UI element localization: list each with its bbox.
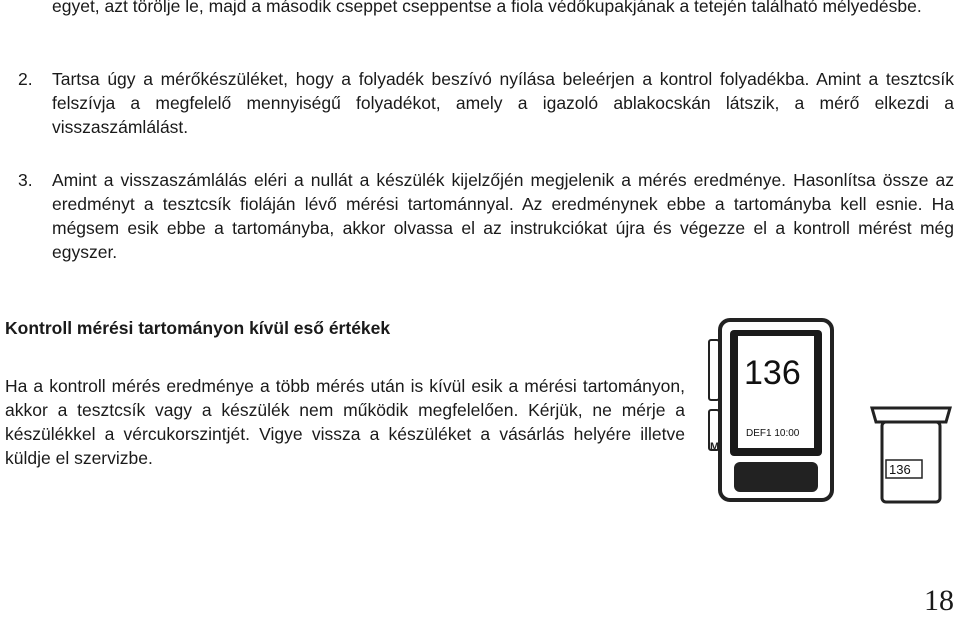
step-text: Tartsa úgy a mérőkészüléket, hogy a folyadék beszívó nyílása beleérjen a kontrol folyadékba. Amint a tesztcsík felszívja a megfelelő mennyiségű folyadékot, amely a igazoló ablakocskán látszik, a mérő elkezdi a visszaszámlálást. [52,69,954,137]
section-heading: Kontroll mérési tartományon kívül eső értékek [5,318,391,338]
step-text: Amint a visszaszámlálás eléri a nullát a készülék kijelzőjén megjelenik a mérés eredménye. Hasonlítsa össze az eredményt a tesztcsík fioláján lévő mérési tartománnyal. Az eredménynek ebbe a tartományba kell esnie. Ha mégsem esik ebbe a tartományba, akkor olvassa el az instrukciókat újra és végezze el a kontroll mérést még egyszer. [52,170,954,262]
test-strip-vial [872,408,950,502]
vial-reading: 136 [889,462,911,477]
meter-sub-label: DEF1 10:00 [746,428,800,439]
step-number: 2. [18,69,33,89]
page-number: 18 [924,584,954,617]
meter-reading: 136 [744,354,801,392]
intro-paragraph: egyet, azt törölje le, majd a második cseppet cseppentse a fiola védőkupakjának a tetején található mélyedésbe. [52,0,922,16]
meter-and-vial-illustration [700,300,960,520]
step-number: 3. [18,170,33,190]
glucose-meter [709,320,832,500]
meter-button-label: M [710,441,720,453]
section-paragraph: Ha a kontroll mérés eredménye a több mérés után is kívül esik a mérési tartományon, akkor a tesztcsík vagy a készülék nem működik megfelelően. Kérjük, ne mérje a készülékkel a vércukorszintjét. Vigye vissza a készüléket a vásárlás helyére illetve küldje el szervizbe. [5,376,685,468]
